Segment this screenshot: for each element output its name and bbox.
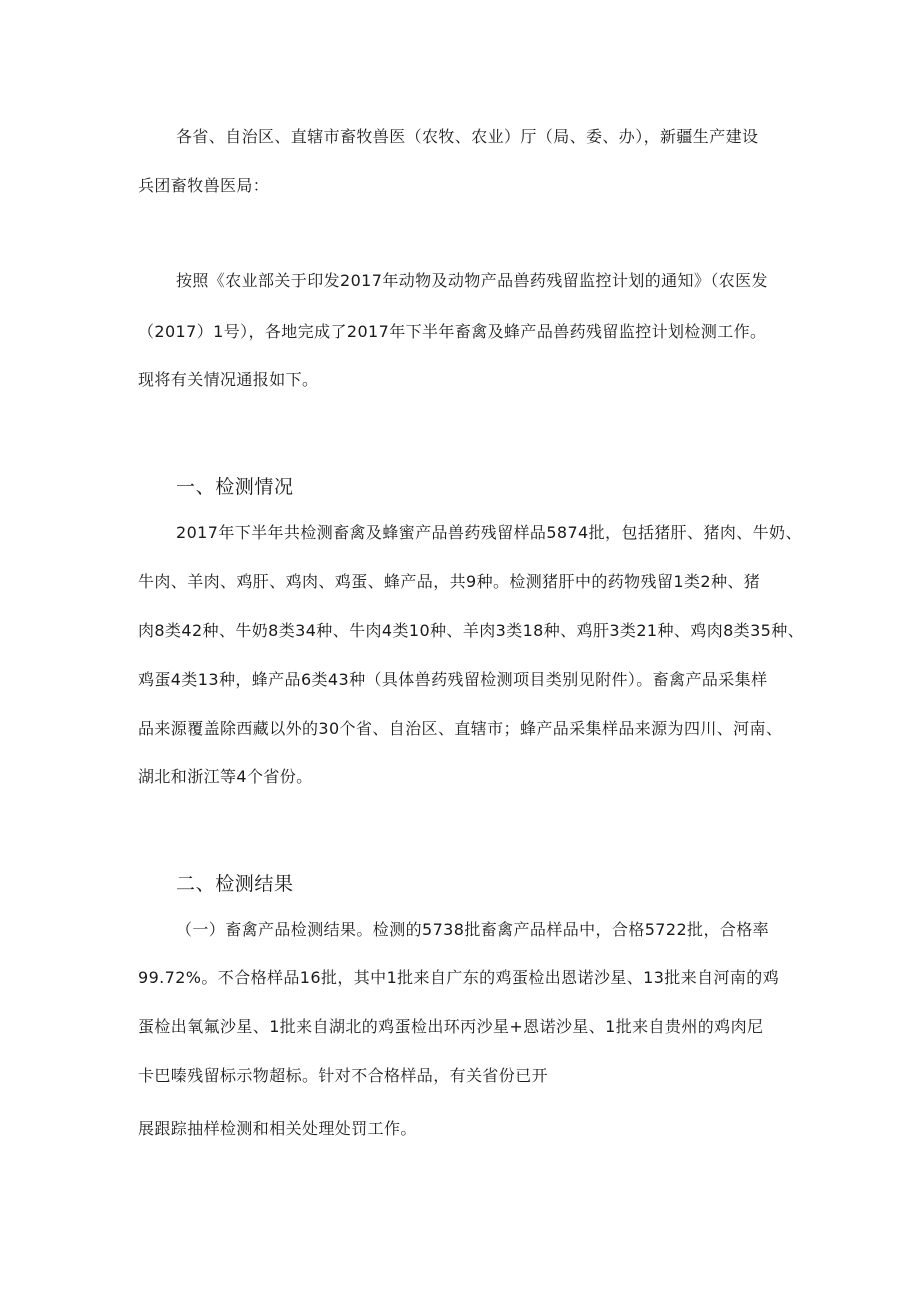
section-1-line-1: 2017年下半年共检测畜禽及蜂蜜产品兽药残留样品5874批，包括猪肝、猪肉、牛奶、	[176, 523, 802, 542]
section-2-line-4: 卡巴嗪残留标示物超标。针对不合格样品，有关省份已开	[138, 1066, 549, 1085]
section-1-line-4: 鸡蛋4类13种，蜂产品6类43种（具体兽药残留检测项目类别见附件）。畜禽产品采集样	[138, 670, 768, 689]
section-2-line-5: 展跟踪抽样检测和相关处理处罚工作。	[138, 1119, 417, 1138]
section-1-line-2: 牛肉、羊肉、鸡肝、鸡肉、鸡蛋、蜂产品，共9种。检测猪肝中的药物残留1类2种、猪	[138, 572, 761, 591]
intro-line-1: 按照《农业部关于印发2017年动物及动物产品兽药残留监控计划的通知》（农医发	[176, 271, 768, 290]
section-2-title: 二、检测结果	[176, 873, 294, 895]
intro-line-2: （2017）1号），各地完成了2017年下半年畜禽及蜂产品兽药残留监控计划检测工作。	[138, 322, 767, 341]
intro-line-3: 现将有关情况通报如下。	[138, 370, 319, 389]
section-1-line-6: 湖北和浙江等4个省份。	[138, 767, 313, 786]
section-1-title: 一、检测情况	[176, 476, 294, 498]
salutation-line-2: 兵团畜牧兽医局：	[138, 176, 270, 195]
salutation-line-1: 各省、自治区、直辖市畜牧兽医（农牧、农业）厅（局、委、办），新疆生产建设	[176, 127, 759, 146]
section-2-line-3: 蛋检出氧氟沙星、1批来自湖北的鸡蛋检出环丙沙星+恩诺沙星、1批来自贵州的鸡肉尼	[138, 1017, 764, 1036]
section-2-line-2: 99.72%。不合格样品16批，其中1批来自广东的鸡蛋检出恩诺沙星、13批来自河南的鸡	[138, 968, 780, 987]
section-1-line-5: 品来源覆盖除西藏以外的30个省、自治区、直辖市；蜂产品采集样品来源为四川、河南、	[138, 719, 783, 738]
section-1-line-3: 肉8类42种、牛奶8类34种、牛肉4类10种、羊肉3类18种、鸡肝3类21种、鸡肉8类35种、	[138, 621, 805, 640]
section-2-line-1: （一）畜禽产品检测结果。检测的5738批畜禽产品样品中，合格5722批，合格率	[176, 920, 770, 939]
